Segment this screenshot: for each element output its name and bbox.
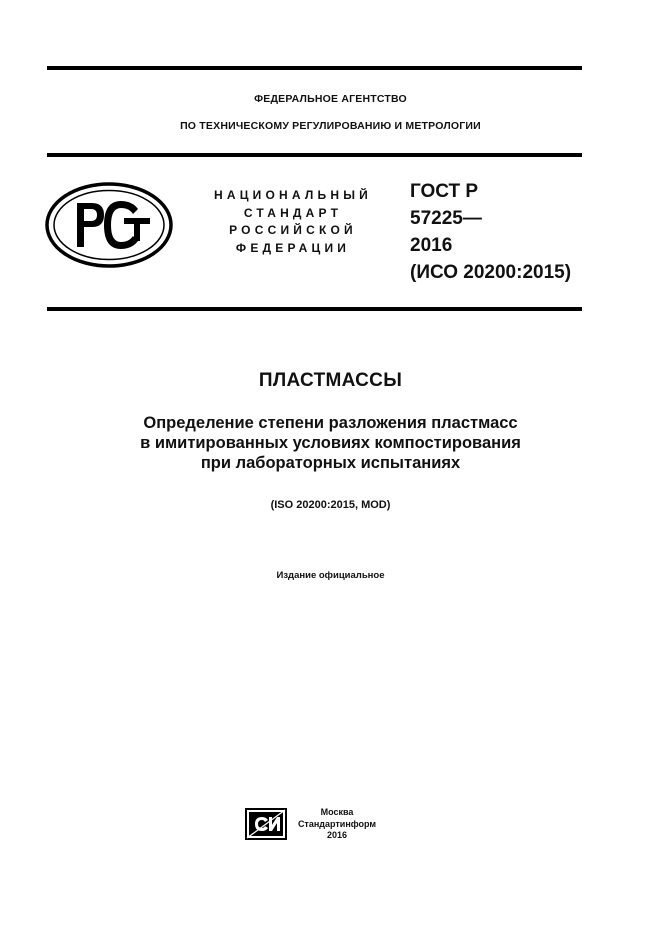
edition-note: Издание официальное <box>276 570 385 581</box>
subtitle-line: в имитированных условиях компостирования <box>140 434 521 452</box>
standard-type-line: ФЕДЕРАЦИИ <box>235 240 351 255</box>
title-block-rule <box>47 307 582 311</box>
standard-designation <box>410 178 571 286</box>
document-title: ПЛАСТМАССЫ <box>258 370 403 391</box>
standard-type <box>200 187 386 257</box>
standard-type-line: СТАНДАРТ <box>243 205 343 220</box>
rst-emblem-icon <box>44 181 174 269</box>
subtitle-line: Определение степени разложения пластмасс <box>143 414 518 432</box>
publisher-name: Стандартинформ <box>297 818 377 829</box>
standartinform-logo-icon <box>245 808 287 840</box>
document-subtitle <box>0 413 661 473</box>
agency-name-line1: ФЕДЕРАЛЬНОЕ АГЕНТСТВО <box>254 93 407 105</box>
designation-prefix: ГОСТ Р <box>410 181 479 202</box>
publisher-city: Москва <box>320 807 354 817</box>
standard-type-line: РОССИЙСКОЙ <box>229 223 357 237</box>
iso-reference: (ISO 20200:2015, MOD) <box>270 499 391 511</box>
designation-number: 57225 — <box>410 205 571 232</box>
subtitle-line: при лабораторных испытаниях <box>200 454 461 472</box>
publisher-year: 2016 <box>326 830 348 840</box>
designation-year: 2016 <box>410 235 453 256</box>
standard-type-line: НАЦИОНАЛЬНЫЙ <box>213 188 373 202</box>
agency-name-line2: ПО ТЕХНИЧЕСКОМУ РЕГУЛИРОВАНИЮ И МЕТРОЛОГИИ <box>180 120 481 132</box>
top-rule <box>47 66 582 70</box>
publisher-info <box>297 807 377 842</box>
header-bottom-rule <box>47 153 582 157</box>
designation-iso: (ИСО 20200:2015) <box>410 262 572 283</box>
